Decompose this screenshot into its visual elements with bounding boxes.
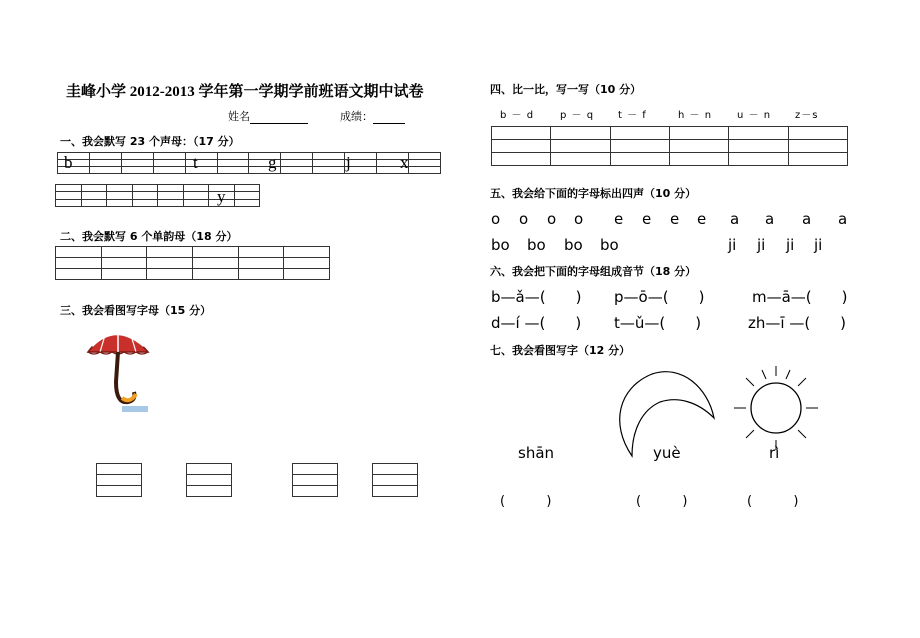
tone-vowel[interactable]: a xyxy=(802,210,812,228)
answer-paren[interactable]: ( ) xyxy=(636,494,688,509)
sun-picture xyxy=(726,362,820,454)
grid-letter: b xyxy=(64,153,73,172)
close-paren: ) xyxy=(840,314,847,332)
syllable-item[interactable] xyxy=(491,288,581,306)
tone-syllable[interactable]: ji xyxy=(814,236,823,254)
finals-grid[interactable] xyxy=(55,246,330,280)
close-paren: ) xyxy=(575,288,582,306)
letter-pair: b － d xyxy=(500,110,535,121)
section-1-title: 一、我会默写 23 个声母：（17 分） xyxy=(60,135,240,148)
grid-letter: y xyxy=(217,187,226,206)
grid-letter: x xyxy=(400,153,409,172)
answer-paren[interactable]: ( ) xyxy=(747,494,799,509)
letter-pair: z－s xyxy=(795,110,819,121)
tone-vowel[interactable]: o xyxy=(547,210,557,228)
section-3-title: 三、我会看图写字母（15 分） xyxy=(60,304,212,317)
syllable-item[interactable] xyxy=(748,314,846,332)
letter-pair: p － q xyxy=(560,110,595,121)
initials-grid-row1[interactable] xyxy=(57,152,441,174)
compare-grid[interactable] xyxy=(491,126,848,166)
syllable-text: d—í —( xyxy=(491,314,546,332)
section-7-title: 七、我会看图写字（12 分） xyxy=(490,344,631,357)
close-paren: ) xyxy=(698,288,705,306)
letter-pair: h － n xyxy=(678,110,713,121)
syllable-item[interactable] xyxy=(614,288,704,306)
section-5-title: 五、我会给下面的字母标出四声（10 分） xyxy=(490,187,697,200)
tone-vowel[interactable]: e xyxy=(614,210,624,228)
score-blank[interactable] xyxy=(373,111,405,124)
picture-answer-grid-1[interactable] xyxy=(96,463,142,497)
tone-vowel[interactable]: e xyxy=(697,210,707,228)
tone-syllable[interactable]: ji xyxy=(757,236,766,254)
tone-syllable[interactable]: bo xyxy=(564,236,583,254)
name-blank[interactable] xyxy=(250,111,308,124)
umbrella-picture xyxy=(86,320,152,414)
grid-letter: j xyxy=(346,153,351,172)
syllable-text: zh—ī —( xyxy=(748,314,811,332)
pinyin-label: rì xyxy=(769,444,780,462)
section-6-title: 六、我会把下面的字母组成音节（18 分） xyxy=(490,265,697,278)
page-title: 圭峰小学 2012-2013 学年第一学期学前班语文期中试卷 xyxy=(66,84,424,100)
syllable-text: t—ǔ—( xyxy=(614,314,666,332)
initials-grid-row2[interactable] xyxy=(55,184,260,207)
syllable-item[interactable] xyxy=(614,314,701,332)
tone-vowel[interactable]: a xyxy=(730,210,740,228)
section-4-title: 四、比一比，写一写（10 分） xyxy=(490,83,642,96)
picture-answer-grid-2[interactable] xyxy=(186,463,232,497)
name-field[interactable] xyxy=(228,108,308,124)
tone-syllable[interactable]: bo xyxy=(527,236,546,254)
syllable-text: m—ā—( xyxy=(752,288,812,306)
section-2-title: 二、我会默写 6 个单韵母（18 分） xyxy=(60,230,238,243)
tone-vowel[interactable]: e xyxy=(642,210,652,228)
picture-answer-grid-4[interactable] xyxy=(372,463,418,497)
tone-vowel[interactable]: a xyxy=(838,210,848,228)
pinyin-label: shān xyxy=(518,444,555,462)
tone-vowel[interactable]: a xyxy=(765,210,775,228)
syllable-text: p—ō—( xyxy=(614,288,669,306)
picture-answer-grid-3[interactable] xyxy=(292,463,338,497)
tone-vowel[interactable]: o xyxy=(574,210,584,228)
score-label: 成绩： xyxy=(340,111,373,123)
name-label: 姓名 xyxy=(228,111,250,123)
pinyin-label: yuè xyxy=(653,444,681,462)
tone-syllable[interactable]: ji xyxy=(786,236,795,254)
tone-vowel[interactable]: e xyxy=(670,210,680,228)
score-field[interactable] xyxy=(340,108,405,124)
grid-letter: g xyxy=(268,153,277,172)
syllable-text: b—ǎ—( xyxy=(491,288,546,306)
tone-syllable[interactable]: bo xyxy=(491,236,510,254)
close-paren: ) xyxy=(575,314,582,332)
close-paren: ) xyxy=(695,314,702,332)
close-paren: ) xyxy=(841,288,848,306)
letter-pair: u － n xyxy=(737,110,772,121)
tone-vowel[interactable]: o xyxy=(519,210,529,228)
tone-syllable[interactable]: ji xyxy=(728,236,737,254)
syllable-item[interactable] xyxy=(752,288,848,306)
syllable-item[interactable] xyxy=(491,314,581,332)
tone-vowel[interactable]: o xyxy=(491,210,501,228)
answer-paren[interactable]: ( ) xyxy=(500,494,552,509)
tone-syllable[interactable]: bo xyxy=(600,236,619,254)
letter-pair: t － f xyxy=(618,110,647,121)
grid-letter: t xyxy=(193,153,198,172)
